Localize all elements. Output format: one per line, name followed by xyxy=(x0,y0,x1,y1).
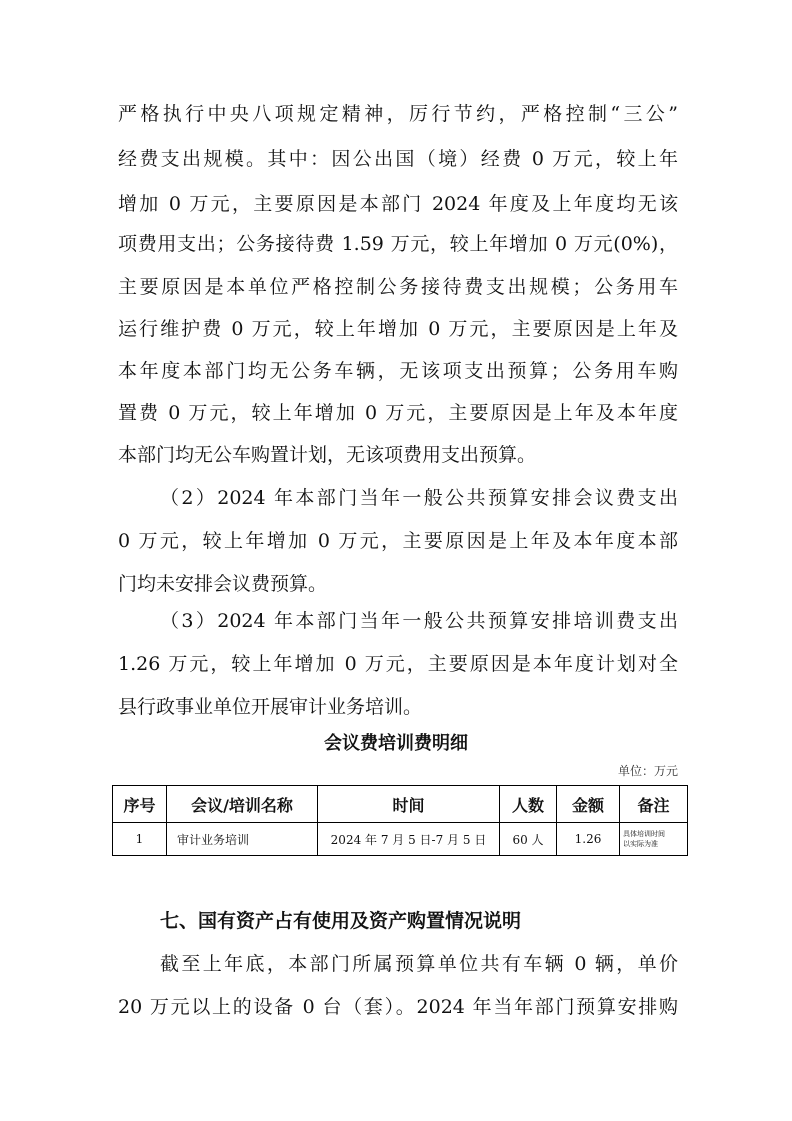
section-heading: 七、国有资产占有使用及资产购置情况说明 xyxy=(160,910,522,932)
remark-cell xyxy=(620,823,688,856)
paragraph-line: 本部门均无公车购置计划，无该项费用支出预算。 xyxy=(118,444,537,466)
training-name: 审计业务培训 xyxy=(167,823,318,856)
paragraph-line: 经费支出规模。其中：因公出国（境）经费 0 万元，较上年 xyxy=(118,148,678,170)
paragraph-line: 严格执行中央八项规定精神，厉行节约，严格控制“三公” xyxy=(118,103,678,125)
paragraph-line: 截至上年底，本部门所属预算单位共有车辆 0 辆，单价 xyxy=(160,953,678,975)
table-row xyxy=(113,823,688,856)
paragraph-line: （2）2024 年本部门当年一般公共预算安排会议费支出 xyxy=(160,487,678,509)
column-header: 序号 xyxy=(113,786,167,823)
remark-line: 以实际为准 xyxy=(623,840,658,848)
meeting-training-fee-table xyxy=(112,785,688,856)
amount-value: 1.26 xyxy=(557,823,620,856)
paragraph-line: 20 万元以上的设备 0 台（套）。2024 年当年部门预算安排购 xyxy=(118,996,678,1018)
paragraph-line: 县行政事业单位开展审计业务培训。 xyxy=(118,696,423,718)
column-header: 会议/培训名称 xyxy=(167,786,318,823)
paragraph-line: （3）2024 年本部门当年一般公共预算安排培训费支出 xyxy=(160,610,678,632)
column-header: 金额 xyxy=(557,786,620,823)
paragraph-line: 增加 0 万元，主要原因是本部门 2024 年度及上年度均无该 xyxy=(118,193,678,215)
column-header: 时间 xyxy=(318,786,500,823)
table-title: 会议费培训费明细 xyxy=(324,733,468,754)
training-time: 2024 年 7 月 5 日-7 月 5 日 xyxy=(318,823,500,856)
table-header-row xyxy=(113,786,688,823)
paragraph-line: 0 万元，较上年增加 0 万元，主要原因是上年及本年度本部 xyxy=(118,530,678,552)
paragraph-line: 门均未安排会议费预算。 xyxy=(118,573,328,595)
paragraph-line: 本年度本部门均无公务车辆，无该项支出预算；公务用车购 xyxy=(118,360,678,382)
participant-count: 60 人 xyxy=(500,823,557,856)
paragraph-line: 置费 0 万元，较上年增加 0 万元，主要原因是上年及本年度 xyxy=(118,402,678,424)
row-index: 1 xyxy=(113,823,167,856)
paragraph-line: 主要原因是本单位严格控制公务接待费支出规模；公务用车 xyxy=(118,276,678,298)
paragraph-line: 1.26 万元，较上年增加 0 万元，主要原因是本年度计划对全 xyxy=(118,653,678,675)
column-header: 备注 xyxy=(620,786,688,823)
remark-line: 具体培训时间 xyxy=(623,830,665,838)
column-header: 人数 xyxy=(500,786,557,823)
paragraph-line: 运行维护费 0 万元，较上年增加 0 万元，主要原因是上年及 xyxy=(118,318,678,340)
table-unit-label: 单位：万元 xyxy=(617,764,678,778)
paragraph-line: 项费用支出；公务接待费 1.59 万元，较上年增加 0 万元(0%)， xyxy=(118,233,678,255)
